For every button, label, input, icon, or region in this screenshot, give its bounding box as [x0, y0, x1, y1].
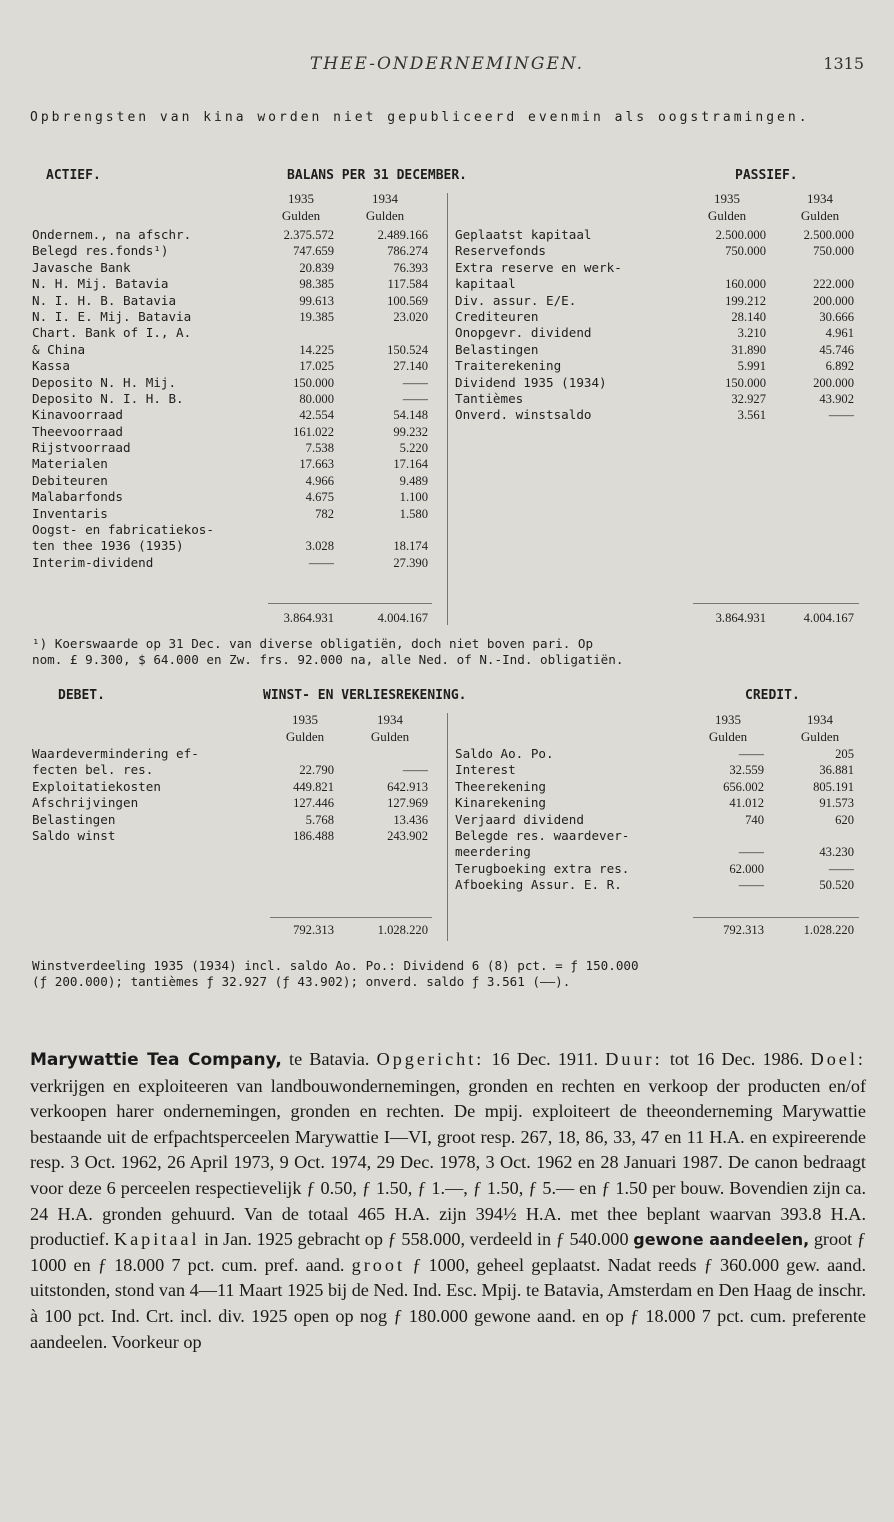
credit-unit-1935: Gulden — [708, 729, 748, 744]
row-label: ten thee 1936 (1935) — [32, 538, 184, 554]
passief-title: PASSIEF. — [735, 168, 798, 183]
table-row — [32, 522, 440, 538]
row-value-1934: 17.164 — [393, 457, 428, 472]
row-value-1935: 740 — [745, 812, 764, 827]
row-value-1935: 32.559 — [729, 763, 764, 778]
row-label: & China — [32, 341, 86, 357]
page-number: 1315 — [823, 54, 864, 73]
row-value-1934: 99.232 — [393, 424, 428, 439]
table-row — [455, 844, 865, 860]
row-value-1935: 22.790 — [299, 763, 334, 778]
row-label: Crediteuren — [455, 308, 539, 324]
table-row — [32, 812, 440, 828]
running-head: THEE-ONDERNEMINGEN. — [309, 54, 585, 74]
article-text-5: in Jan. 1925 gebracht op ƒ 558.000, verdeeld in ƒ 540.000 — [199, 1229, 634, 1250]
row-value-1935: 656.002 — [723, 779, 764, 794]
credit-total-1934: 1.028.220 — [803, 923, 854, 937]
row-label: Onopgevr. dividend — [455, 325, 592, 341]
row-label: Theevoorraad — [32, 423, 123, 439]
row-label: Saldo winst — [32, 827, 116, 843]
actief-total-1934: 4.004.167 — [377, 611, 428, 625]
row-value-1934: —— — [828, 408, 854, 423]
debet-list — [32, 746, 440, 844]
table-row — [455, 375, 865, 391]
table-row — [32, 506, 440, 522]
row-value-1934: 786.274 — [387, 244, 428, 259]
row-label: Materialen — [32, 456, 108, 472]
table-row — [32, 325, 440, 341]
row-label: Deposito N. I. H. B. — [32, 390, 184, 406]
row-value-1935: 41.012 — [729, 796, 764, 811]
company-article — [30, 1047, 866, 1355]
debet-unit-1935: Gulden — [285, 729, 325, 744]
table-row — [32, 276, 440, 292]
passief-year-1935: 1935 — [714, 191, 740, 206]
actief-total-rule — [268, 603, 432, 604]
row-label: Malabarfonds — [32, 489, 123, 505]
balance-footnote-2: nom. £ 9.300, $ 64.000 en Zw. frs. 92.000 na, alle Ned. of N.-Ind. obligatiën. — [32, 652, 624, 667]
credit-unit-1934: Gulden — [800, 729, 840, 744]
row-value-1934: 9.489 — [399, 473, 428, 488]
row-label: Theerekening — [455, 778, 546, 794]
row-label: kapitaal — [455, 276, 516, 292]
actief-year-1934: 1934 — [372, 191, 398, 206]
row-value-1934: 76.393 — [393, 260, 428, 275]
pl-note-1: Winstverdeeling 1935 (1934) incl. saldo Ao. Po.: Dividend 6 (8) pct. = ƒ 150.000 — [32, 958, 639, 973]
row-label: Belastingen — [32, 811, 116, 827]
table-row — [32, 538, 440, 554]
row-value-1934: 200.000 — [813, 293, 854, 308]
table-row — [455, 293, 865, 309]
row-label: Chart. Bank of I., A. — [32, 325, 192, 341]
credit-list — [455, 746, 865, 894]
pl-divider — [447, 713, 448, 941]
groot-label: groot — [351, 1254, 406, 1275]
row-value-1934: 4.961 — [825, 326, 854, 341]
row-value-1935: 782 — [315, 506, 334, 521]
debet-total-1935: 792.313 — [293, 923, 334, 937]
table-row — [455, 861, 865, 877]
actief-list — [32, 227, 440, 571]
table-row — [455, 342, 865, 358]
row-value-1934: 620 — [835, 812, 854, 827]
row-value-1934: —— — [402, 763, 428, 778]
credit-year-1935: 1935 — [715, 712, 741, 727]
table-row — [32, 358, 440, 374]
article-text-4: verkrijgen en exploiteeren van landbouwondernemingen, gronden en rechten en verkoop der producten en/of verkoopen harer ondernemingen, gronden en rechten. De mpij. exploiteert de theeonderneming Marywattie bestaande uit de erfpachtsperceelen Marywattie I—VI, groot resp. 267, 18, 86, 33, 47 en 11 H.A. en expireerende resp. 3 Oct. 1962, 26 April 1973, 9 Oct. 1974, 29 Dec. 1978, 3 Oct. 1962 en 28 Januari 1987. De canon bedraagt voor deze 6 perceelen respectievelijk ƒ 0.50, ƒ 1.50, ƒ 1.—, ƒ 1.50, ƒ 5.— en ƒ 1.50 per bouw. Bovendien zijn ca. 24 H.A. gronden gehuurd. Van de totaal 465 H.A. zijn 394½ H.A. met thee beplant waarvan 393.8 H.A. productief. — [30, 1075, 866, 1250]
credit-year-1934: 1934 — [807, 712, 833, 727]
pl-title: WINST- EN VERLIESREKENING. — [263, 688, 467, 703]
row-value-1934: 30.666 — [819, 309, 854, 324]
row-value-1934: 5.220 — [399, 441, 428, 456]
row-value-1935: 3.561 — [737, 408, 766, 423]
row-value-1935: 160.000 — [725, 277, 766, 292]
row-value-1934: 18.174 — [393, 539, 428, 554]
row-label: meerdering — [455, 844, 531, 860]
row-value-1935: 747.659 — [293, 244, 334, 259]
row-value-1935: 80.000 — [299, 391, 334, 406]
passief-total-rule — [693, 603, 859, 604]
company-name: Marywattie Tea Company, — [30, 1050, 282, 1070]
table-row — [32, 407, 440, 423]
row-value-1935: 5.768 — [305, 812, 334, 827]
row-value-1934: 642.913 — [387, 779, 428, 794]
row-value-1935: 31.890 — [731, 342, 766, 357]
row-value-1935: 4.675 — [305, 490, 334, 505]
actief-title: ACTIEF. — [46, 168, 101, 183]
row-label: Afschrijvingen — [32, 795, 139, 811]
row-label: Afboeking Assur. E. R. — [455, 877, 622, 893]
row-value-1934: 205 — [835, 747, 854, 761]
passief-year-1934: 1934 — [807, 191, 833, 206]
row-value-1935: 3.028 — [305, 539, 334, 554]
debet-total-rule — [270, 917, 432, 918]
row-label: Div. assur. E/E. — [455, 292, 577, 308]
table-row — [32, 243, 440, 259]
article-text-7: ƒ 1000, geheel geplaatst. Nadat reeds ƒ 360.000 gew. aand. uitstonden, stond van 4—11 Maart 1925 bij de Ned. Ind. Esc. Mpij. te Batavia, Amsterdam en Den Haag de inschr. à 100 pct. Ind. Crt. incl. div. 1925 open op nog ƒ 180.000 gewone aand. en op ƒ 18.000 7 pct. cum. preferente aandeelen. Voorkeur op — [30, 1254, 866, 1352]
table-row — [455, 746, 865, 762]
row-value-1934: 200.000 — [813, 375, 854, 390]
credit-title: CREDIT. — [745, 688, 800, 703]
row-value-1934: 100.569 — [387, 293, 428, 308]
article-text-2: 16 Dec. 1911. — [484, 1049, 606, 1069]
row-label: Kassa — [32, 358, 70, 374]
table-row — [32, 555, 440, 571]
row-value-1934: 23.020 — [393, 309, 428, 324]
credit-total-rule — [693, 917, 859, 918]
row-value-1934: 13.436 — [393, 812, 428, 827]
table-row — [455, 325, 865, 341]
passief-total-1935: 3.864.931 — [715, 611, 766, 625]
table-row — [455, 812, 865, 828]
row-value-1934: 6.892 — [825, 359, 854, 374]
table-row — [455, 227, 865, 243]
row-value-1935: 199.212 — [725, 293, 766, 308]
debet-unit-1934: Gulden — [370, 729, 410, 744]
row-value-1934: 91.573 — [819, 796, 854, 811]
table-row — [455, 309, 865, 325]
balance-title: BALANS PER 31 DECEMBER. — [287, 168, 468, 183]
row-value-1935: —— — [308, 555, 334, 570]
row-value-1934: 150.524 — [387, 342, 428, 357]
debet-year-1935: 1935 — [292, 712, 318, 727]
row-value-1934: 45.746 — [819, 342, 854, 357]
passief-unit-1934: Gulden — [800, 208, 840, 223]
table-row — [455, 877, 865, 893]
row-label: Verjaard dividend — [455, 811, 584, 827]
row-value-1934: 1.100 — [399, 490, 428, 505]
table-row — [455, 391, 865, 407]
row-label: Belegd res.fonds¹) — [32, 243, 169, 259]
row-value-1934: 43.230 — [819, 845, 854, 860]
row-value-1934: 117.584 — [387, 277, 428, 292]
table-row — [32, 391, 440, 407]
table-row — [455, 828, 865, 844]
passief-list — [455, 227, 865, 424]
row-label: Debiteuren — [32, 472, 108, 488]
table-row — [455, 243, 865, 259]
row-value-1935: —— — [738, 845, 764, 860]
passief-total-1934: 4.004.167 — [803, 611, 854, 625]
row-label: Interim-dividend — [32, 554, 154, 570]
row-value-1934: 127.969 — [387, 796, 428, 811]
row-label: Dividend 1935 (1934) — [455, 374, 607, 390]
row-label: Waardevermindering ef- — [32, 746, 199, 761]
row-value-1934: 27.140 — [393, 359, 428, 374]
row-label: Inventaris — [32, 505, 108, 521]
table-row — [32, 309, 440, 325]
table-row — [32, 342, 440, 358]
article-text-6: groot ƒ 1000 en ƒ 18.000 7 pct. cum. pref. aand. — [30, 1229, 866, 1275]
row-value-1934: 43.902 — [819, 391, 854, 406]
table-row — [32, 473, 440, 489]
row-label: N. H. Mij. Batavia — [32, 276, 169, 292]
row-label: N. I. E. Mij. Batavia — [32, 308, 192, 324]
row-value-1934: 50.520 — [819, 878, 854, 893]
row-label: Belastingen — [455, 341, 539, 357]
actief-unit-1935: Gulden — [281, 208, 321, 223]
row-value-1935: 98.385 — [299, 277, 334, 292]
row-value-1935: 750.000 — [725, 244, 766, 259]
row-label: Reservefonds — [455, 243, 546, 259]
row-label: Oogst- en fabricatiekos- — [32, 522, 214, 538]
intro-text: Opbrengsten van kina worden niet gepubliceerd evenmin als oogstramingen. — [30, 110, 810, 125]
row-value-1935: 150.000 — [293, 375, 334, 390]
table-row — [32, 375, 440, 391]
row-value-1935: 62.000 — [729, 861, 764, 876]
row-value-1934: 805.191 — [813, 779, 854, 794]
row-value-1934: 27.390 — [393, 555, 428, 570]
row-value-1935: 150.000 — [725, 375, 766, 390]
row-value-1935: —— — [738, 747, 764, 761]
row-value-1934: —— — [402, 391, 428, 406]
table-row — [32, 762, 440, 778]
table-row — [32, 746, 440, 762]
row-value-1935: 161.022 — [293, 424, 334, 439]
row-label: Tantièmes — [455, 390, 524, 406]
balance-divider — [447, 193, 448, 625]
article-text-1: te Batavia. — [281, 1049, 377, 1069]
row-value-1934: —— — [402, 375, 428, 390]
row-value-1935: 42.554 — [299, 408, 334, 423]
doel-label: Doel: — [810, 1049, 866, 1069]
row-label: Extra reserve en werk- — [455, 259, 622, 275]
row-value-1934: 750.000 — [813, 244, 854, 259]
row-label: Ondernem., na afschr. — [32, 227, 192, 242]
row-label: Belegde res. waardever- — [455, 827, 630, 843]
row-value-1935: 7.538 — [305, 441, 334, 456]
row-value-1934: —— — [828, 861, 854, 876]
row-value-1934: 1.580 — [399, 506, 428, 521]
row-value-1934: 2.500.000 — [803, 228, 854, 242]
row-label: Saldo Ao. Po. — [455, 746, 554, 761]
passief-unit-1935: Gulden — [707, 208, 747, 223]
row-label: Onverd. winstsaldo — [455, 407, 592, 423]
table-row — [455, 779, 865, 795]
row-value-1935: 14.225 — [299, 342, 334, 357]
row-value-1935: 2.375.572 — [283, 228, 334, 242]
row-value-1934: 222.000 — [813, 277, 854, 292]
row-label: Rijstvoorraad — [32, 440, 131, 456]
table-row — [455, 358, 865, 374]
table-row — [32, 828, 440, 844]
row-value-1935: 5.991 — [737, 359, 766, 374]
table-row — [455, 795, 865, 811]
credit-total-1935: 792.313 — [723, 923, 764, 937]
table-row — [32, 456, 440, 472]
gewone-aandeelen-label: gewone aandeelen, — [633, 1230, 810, 1250]
row-value-1934: 243.902 — [387, 828, 428, 843]
row-value-1935: 99.613 — [299, 293, 334, 308]
table-row — [32, 489, 440, 505]
row-label: Exploitatiekosten — [32, 778, 161, 794]
row-label: Terugboeking extra res. — [455, 860, 630, 876]
table-row — [32, 440, 440, 456]
table-row — [32, 779, 440, 795]
opgericht-label: Opgericht: — [376, 1049, 485, 1069]
table-row — [455, 276, 865, 292]
actief-total-1935: 3.864.931 — [283, 611, 334, 625]
row-value-1934: 36.881 — [819, 763, 854, 778]
debet-year-1934: 1934 — [377, 712, 403, 727]
row-value-1934: 2.489.166 — [377, 228, 428, 242]
row-label: N. I. H. B. Batavia — [32, 292, 177, 308]
row-label: Kinarekening — [455, 795, 546, 811]
balance-footnote-1: ¹) Koerswaarde op 31 Dec. van diverse obligatiën, doch niet boven pari. Op — [32, 636, 594, 651]
row-label: Javasche Bank — [32, 259, 131, 275]
actief-unit-1934: Gulden — [365, 208, 405, 223]
table-row — [32, 227, 440, 243]
row-value-1935: 127.446 — [293, 796, 334, 811]
table-row — [455, 407, 865, 423]
row-value-1935: 186.488 — [293, 828, 334, 843]
row-value-1935: 19.385 — [299, 309, 334, 324]
debet-title: DEBET. — [58, 688, 105, 703]
row-label: Interest — [455, 762, 516, 778]
row-value-1935: 20.839 — [299, 260, 334, 275]
row-label: Deposito N. H. Mij. — [32, 374, 177, 390]
row-value-1935: 17.663 — [299, 457, 334, 472]
row-value-1934: 54.148 — [393, 408, 428, 423]
row-value-1935: 17.025 — [299, 359, 334, 374]
actief-year-1935: 1935 — [288, 191, 314, 206]
row-label: Geplaatst kapitaal — [455, 227, 592, 242]
row-value-1935: 2.500.000 — [715, 228, 766, 242]
table-row — [32, 260, 440, 276]
pl-note-2: (ƒ 200.000); tantièmes ƒ 32.927 (ƒ 43.902); onverd. saldo ƒ 3.561 (——). — [32, 974, 571, 989]
row-value-1935: —— — [738, 878, 764, 893]
duur-label: Duur: — [605, 1049, 663, 1069]
row-value-1935: 32.927 — [731, 391, 766, 406]
row-value-1935: 449.821 — [293, 779, 334, 794]
row-value-1935: 4.966 — [305, 473, 334, 488]
row-label: Traiterekening — [455, 358, 562, 374]
table-row — [32, 424, 440, 440]
row-value-1935: 3.210 — [737, 326, 766, 341]
row-label: Kinavoorraad — [32, 407, 123, 423]
kapitaal-label: Kapitaal — [113, 1229, 200, 1250]
row-label: fecten bel. res. — [32, 762, 154, 778]
debet-total-1934: 1.028.220 — [377, 923, 428, 937]
row-value-1935: 28.140 — [731, 309, 766, 324]
table-row — [455, 762, 865, 778]
table-row — [455, 260, 865, 276]
article-text-3: tot 16 Dec. 1986. — [662, 1049, 811, 1069]
table-row — [32, 795, 440, 811]
table-row — [32, 293, 440, 309]
